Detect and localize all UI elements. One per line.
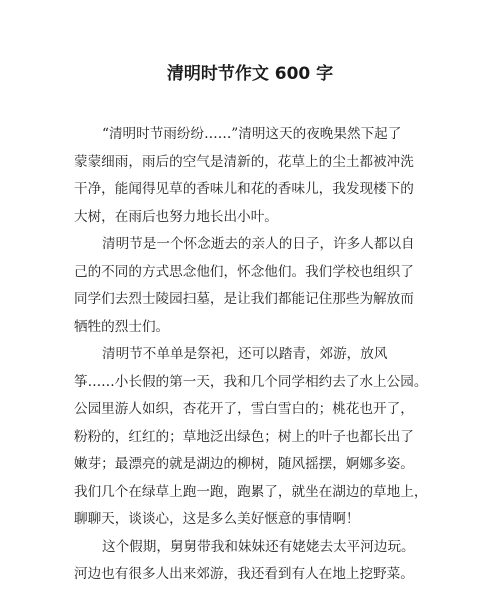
paragraph-line: 同学们去烈士陵园扫墓，是让我们都能记住那些为解放而 xyxy=(74,291,414,307)
paragraph-line: 这个假期，舅舅带我和妹妹还有姥姥去太平河边玩。 xyxy=(102,538,415,555)
paragraph-line: 我们几个在绿草上跑一跑，跑累了，就坐在湖边的草地上， xyxy=(74,483,428,500)
paragraph-line: 公园里游人如织，杏花开了，雪白雪白的；桃花也开了， xyxy=(74,401,414,417)
document-body xyxy=(74,121,426,589)
paragraph-line: 聊聊天，谈谈心，这是多么美好惬意的事情啊！ xyxy=(74,511,360,527)
paragraph-line: 嫩芽；最漂亮的就是湖边的柳树，随风摇摆，婀娜多姿。 xyxy=(74,456,414,472)
paragraph-line: 己的不同的方式思念他们，怀念他们。我们学校也组织了 xyxy=(74,263,414,280)
paragraph-line: “清明时节雨纷纷……”清明这天的夜晚果然下起了 xyxy=(102,126,402,142)
paragraph-line: 清明节是一个怀念逝去的亲人的日子，许多人都以自 xyxy=(102,236,415,252)
paragraph-line: 筝……小长假的第一天，我和几个同学相约去了水上公园。 xyxy=(74,373,428,390)
paragraph-line: 粉粉的，红红的；草地泛出绿色；树上的叶子也都长出了 xyxy=(74,428,414,445)
document-title: 清明时节作文 600 字 xyxy=(166,64,334,84)
paragraph-line: 清明节不单单是祭祀，还可以踏青，郊游，放风 xyxy=(102,346,388,362)
paragraph-line: 河边也有很多人出来郊游，我还看到有人在地上挖野菜。 xyxy=(74,566,414,582)
paragraph-line: 干净，能闻得见草的香味儿和花的香味儿，我发现楼下的 xyxy=(74,181,414,197)
paragraph-line: 蒙蒙细雨，雨后的空气是清新的，花草上的尘土都被冲洗 xyxy=(74,153,414,170)
paragraph-line: 牺牲的烈士们。 xyxy=(74,318,170,335)
paragraph-line: 大树，在雨后也努力地长出小叶。 xyxy=(74,208,278,225)
